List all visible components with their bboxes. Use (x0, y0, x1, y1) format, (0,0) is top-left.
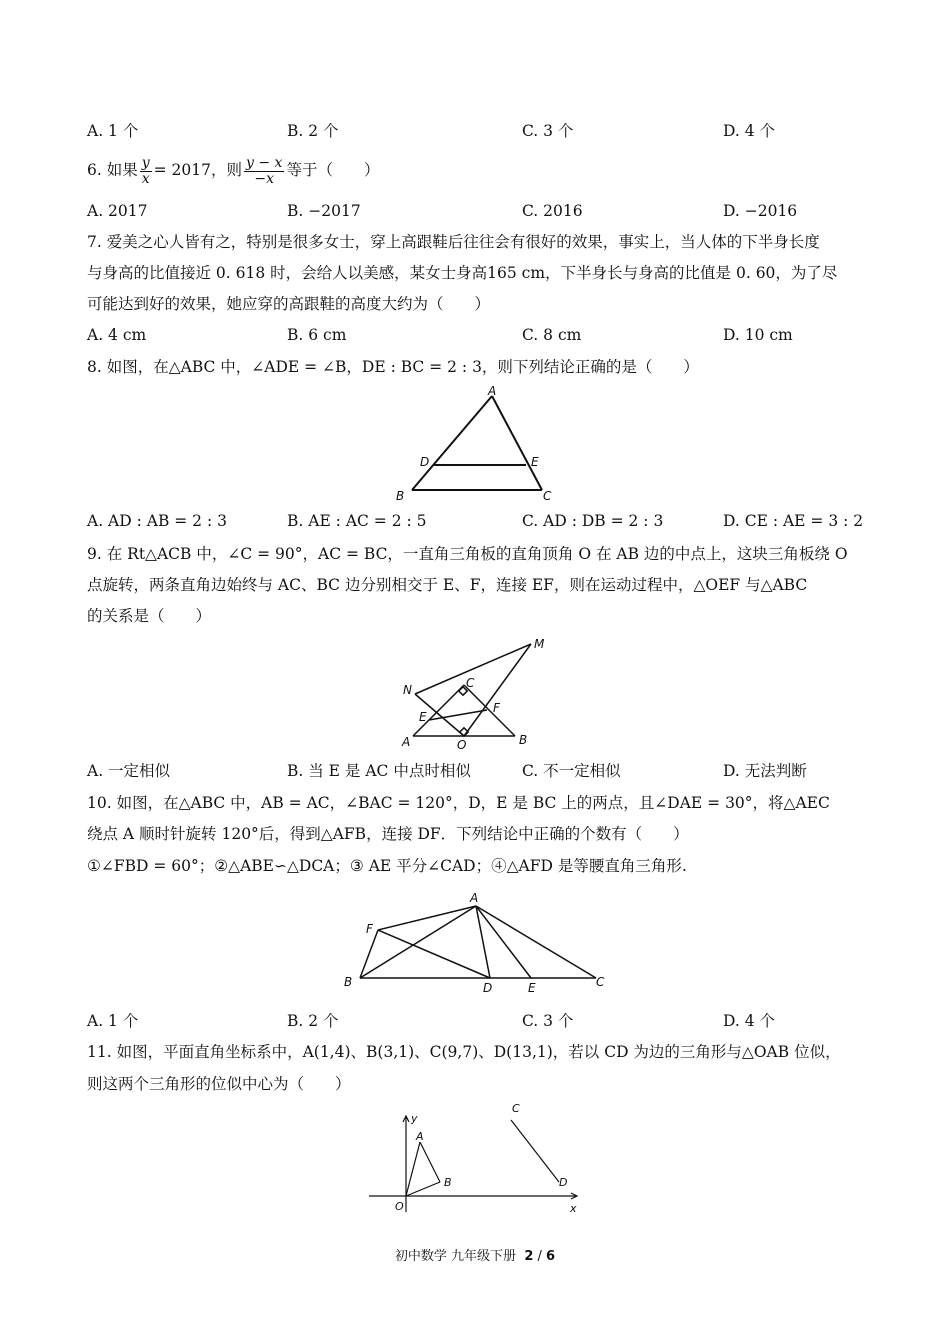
q7-line-2: 与身高的比值接近 0. 618 时，会给人以美感，某女士身高165 cm，下半身长与身高的比值是 0. 60，为了尽 (87, 264, 838, 282)
q10-option-d: D. 4 个 (723, 1012, 776, 1030)
q11-label-x: x (570, 1202, 577, 1215)
q9-line-3: 的关系是（ ） (87, 607, 212, 625)
q9-label-n: N (403, 683, 412, 697)
q9-option-b: B. 当 E 是 AC 中点时相似 (287, 762, 471, 780)
q11-line-1: 11. 如图，平面直角坐标系中，A(1,4)、B(3,1)、C(9,7)、D(13,1)，若以 CD 为边的三角形与△OAB 位似， (87, 1043, 841, 1061)
q7-option-a: A. 4 cm (87, 326, 147, 344)
q7-option-b: B. 6 cm (287, 326, 347, 344)
q10-label-a: A (470, 891, 479, 905)
q5-option-d: D. 4 个 (723, 122, 776, 140)
q8-option-d: D. CE : AE = 3 : 2 (723, 512, 864, 530)
q9-label-c: C (466, 676, 475, 690)
q9-rotation-figure (395, 632, 555, 754)
q9-label-a: A (402, 735, 411, 749)
q6-text-post: 等于（ ） (286, 161, 380, 179)
q9-label-b: B (519, 733, 528, 747)
q11-label-y: y (411, 1112, 418, 1125)
q10-label-d: D (483, 981, 493, 995)
q5-option-c: C. 3 个 (522, 122, 574, 140)
q6-stem (87, 152, 379, 188)
q8-stem: 8. 如图，在△ABC 中，∠ADE = ∠B，DE : BC = 2 : 3，则下列结论正确的是（ ） (87, 358, 699, 376)
q7-option-d: D. 10 cm (723, 326, 793, 344)
q10-label-c: C (596, 975, 605, 989)
q10-label-b: B (344, 975, 353, 989)
q9-line-1: 9. 在 Rt△ACB 中，∠C = 90°，AC = BC，一直角三角板的直角顶角 O 在 AB 边的中点上，这块三角板绕 O (87, 545, 848, 563)
q10-option-a: A. 1 个 (87, 1012, 139, 1030)
q9-label-f: F (493, 701, 500, 715)
q9-line-2: 点旋转，两条直角边始终与 AC、BC 边分别相交于 E、F，连接 EF，则在运动过程中，△OEF 与△ABC (87, 576, 808, 594)
footer-separator: / (533, 1249, 547, 1264)
q8-label-e: E (531, 455, 539, 469)
q9-label-e: E (419, 710, 427, 724)
q7-line-3: 可能达到好的效果，她应穿的高跟鞋的高度大约为（ ） (87, 295, 491, 313)
q5-option-a: A. 1 个 (87, 122, 139, 140)
q8-label-c: C (543, 489, 552, 503)
q8-label-a: A (488, 384, 497, 398)
q9-option-a: A. 一定相似 (87, 762, 171, 780)
q8-option-b: B. AE : AC = 2 : 5 (287, 512, 427, 530)
footer-page-total: 6 (546, 1249, 556, 1264)
q10-label-e: E (528, 981, 536, 995)
footer-page-number: 2 (524, 1249, 534, 1264)
q6-option-c: C. 2016 (522, 202, 583, 220)
q11-coordinate-figure (365, 1100, 595, 1218)
q10-option-c: C. 3 个 (522, 1012, 574, 1030)
q10-option-b: B. 2 个 (287, 1012, 339, 1030)
q11-label-a: A (416, 1130, 424, 1143)
q11-label-d: D (559, 1176, 568, 1189)
q9-label-m: M (534, 637, 545, 651)
q8-label-b: B (396, 489, 405, 503)
q6-text-pre: 6. 如果 (87, 161, 138, 179)
q11-label-b: B (444, 1176, 452, 1189)
q11-line-2: 则这两个三角形的位似中心为（ ） (87, 1075, 351, 1093)
page-footer (0, 1245, 950, 1264)
q7-option-c: C. 8 cm (522, 326, 582, 344)
q8-triangle-figure (380, 382, 570, 506)
q7-line-1: 7. 爱美之心人皆有之，特别是很多女士，穿上高跟鞋后往往会有很好的效果，事实上，当人体的下半身长度 (87, 233, 820, 251)
q5-option-b: B. 2 个 (287, 122, 339, 140)
q11-label-o: O (395, 1200, 404, 1213)
q10-label-f: F (366, 922, 373, 936)
q11-label-c: C (512, 1102, 520, 1115)
q10-triangle-figure (338, 888, 618, 996)
q9-option-c: C. 不一定相似 (522, 762, 621, 780)
q8-option-c: C. AD : DB = 2 : 3 (522, 512, 664, 530)
q6-option-b: B. −2017 (287, 202, 361, 220)
q6-fraction-2: $\frac{y - x}{-x}$ (246, 154, 283, 187)
q10-line-2: 绕点 A 顺时针旋转 120°后，得到△AFB，连接 DF．下列结论中正确的个数有（ ） (87, 825, 689, 843)
q6-fraction-1: $\frac{y}{x}$ (141, 154, 150, 187)
q6-option-a: A. 2017 (87, 202, 148, 220)
q8-option-a: A. AD : AB = 2 : 3 (87, 512, 227, 530)
q10-line-3: ①∠FBD = 60°；②△ABE∽△DCA；③ AE 平分∠CAD；④△AFD 是等腰直角三角形. (87, 857, 687, 875)
q6-text-mid: = 2017，则 (153, 161, 243, 179)
footer-title: 初中数学 九年级下册 (394, 1249, 517, 1264)
q6-option-d: D. −2016 (723, 202, 798, 220)
q8-label-d: D (420, 455, 430, 469)
q9-label-o: O (457, 738, 467, 752)
q10-line-1: 10. 如图，在△ABC 中，AB = AC，∠BAC = 120°，D，E 是 BC 上的两点，且∠DAE = 30°，将△AEC (87, 794, 830, 812)
q9-option-d: D. 无法判断 (723, 762, 807, 780)
